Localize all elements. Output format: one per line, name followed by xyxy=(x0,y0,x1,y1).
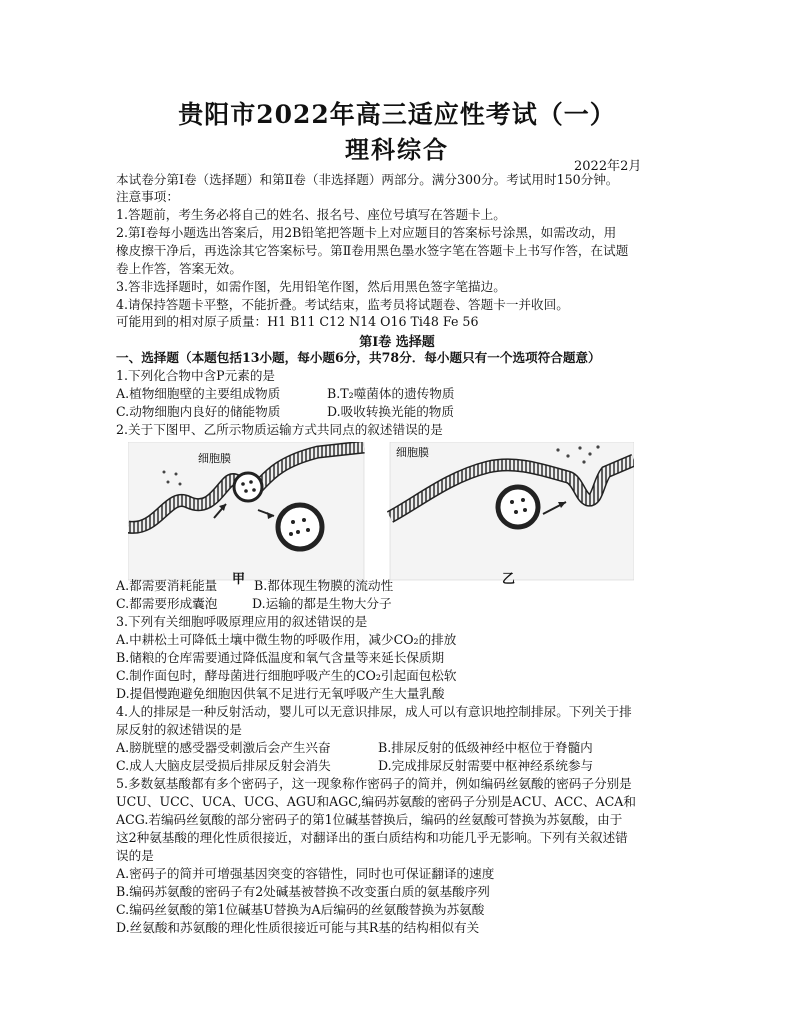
question-1-stem: 1.下列化合物中含P元素的是 xyxy=(116,368,276,383)
membrane-label-right: 细胞膜 xyxy=(396,447,429,459)
option-c: C.都需要形成囊泡 xyxy=(116,596,218,611)
intro-line: 1.答题前，考生务必将自己的姓名、报名号、座位号填写在答题卡上。 xyxy=(116,207,506,222)
option-b: B.T₂噬菌体的遗传物质 xyxy=(327,386,455,401)
intro-line: 4.请保持答题卡平整，不能折叠。考试结束，监考员将试题卷、答题卡一并收回。 xyxy=(116,297,569,312)
vesicle-forming xyxy=(234,473,262,501)
option-b: B.编码苏氨酸的密码子有2处碱基被替换不改变蛋白质的氨基酸序列 xyxy=(116,884,490,899)
option-d: D.运输的都是生物大分子 xyxy=(252,596,392,611)
question-4-stem: 4.人的排尿是一种反射活动，婴儿可以无意识排尿，成人可以有意识地控制排尿。下列关于排 xyxy=(116,704,632,719)
option-d: D.完成排尿反射需要中枢神经系统参与 xyxy=(378,758,594,773)
option-a: A.都需要消耗能量 xyxy=(116,578,218,593)
figure-label-left: 甲 xyxy=(232,572,246,587)
membrane-label-left: 细胞膜 xyxy=(198,453,231,465)
intro-line: 注意事项： xyxy=(116,189,179,204)
intro-line: 橡皮擦干净后，再选涂其它答案标号。第Ⅱ卷用黑色墨水签字笔在答题卡上书写作答，在试题 xyxy=(116,243,629,258)
option-d: D.吸收转换光能的物质 xyxy=(327,404,454,419)
page-subtitle: 理科综合 xyxy=(345,135,449,164)
section-title: 第Ⅰ卷 选择题 xyxy=(359,335,435,350)
exam-date: 2022年2月 xyxy=(574,159,642,174)
question-4-stem: 尿反射的叙述错误的是 xyxy=(116,722,242,737)
option-c: C.动物细胞内良好的储能物质 xyxy=(116,404,281,419)
question-5-stem: 这2种氨基酸的理化性质很接近，对翻译出的蛋白质结构和功能几乎无影响。下列有关叙述错 xyxy=(116,830,628,845)
page-title: 贵阳市2022年高三适应性考试（一） xyxy=(178,100,616,129)
question-3-stem: 3.下列有关细胞呼吸原理应用的叙述错误的是 xyxy=(116,614,368,629)
question-2-stem: 2.关于下图甲、乙所示物质运输方式共同点的叙述错误的是 xyxy=(116,422,443,437)
figure-label-right: 乙 xyxy=(502,572,516,587)
intro-line: 3.答非选择题时，如需作图，先用铅笔作图，然后用黑色签字笔描边。 xyxy=(116,279,506,294)
option-c: C.成人大脑皮层受损后排尿反射会消失 xyxy=(116,758,331,773)
option-d: D.提倡慢跑避免细胞因供氧不足进行无氧呼吸产生大量乳酸 xyxy=(116,686,445,701)
option-d: D.丝氨酸和苏氨酸的理化性质很接近可能与其R基的结构相似有关 xyxy=(116,920,480,935)
option-a: A.密码子的简并可增强基因突变的容错性，同时也可保证翻译的速度 xyxy=(116,866,495,881)
question-5-stem: ACG.若编码丝氨酸的部分密码子的第1位碱基替换后，编码的丝氨酸可替换为苏氨酸，由于 xyxy=(116,812,623,827)
vesicle-left xyxy=(278,505,322,549)
option-b: B.储粮的仓库需要通过降低温度和氧气含量等来延长保质期 xyxy=(116,650,445,665)
atomic-masses: 可能用到的相对原子质量：H1 B11 C12 N14 O16 Ti48 Fe 56 xyxy=(116,314,479,329)
membrane-diagram xyxy=(128,442,634,582)
option-a: A.植物细胞壁的主要组成物质 xyxy=(116,386,281,401)
option-c: C.编码丝氨酸的第1位碱基U替换为A后编码的丝氨酸替换为苏氨酸 xyxy=(116,902,485,917)
vesicle-right xyxy=(498,487,538,527)
option-b: B.排尿反射的低级神经中枢位于脊髓内 xyxy=(378,740,593,755)
intro-line: 2.第Ⅰ卷每小题选出答案后，用2B铅笔把答题卡上对应题目的答案标号涂黑，如需改动，用 xyxy=(116,225,617,240)
option-b: B.都体现生物膜的流动性 xyxy=(254,578,394,593)
section-instruction: 一、选择题（本题包括13小题，每小题6分，共78分．每小题只有一个选项符合题意） xyxy=(116,350,601,365)
intro-line: 本试卷分第Ⅰ卷（选择题）和第Ⅱ卷（非选择题）两部分。满分300分。考试用时150分钟。 xyxy=(116,172,619,187)
option-a: A.膀胱壁的感受器受刺激后会产生兴奋 xyxy=(116,740,331,755)
question-5-stem: 误的是 xyxy=(116,848,154,863)
question-5-stem: 5.多数氨基酸都有多个密码子，这一现象称作密码子的简并，例如编码丝氨酸的密码子分别是 xyxy=(116,776,632,791)
question-5-stem: UCU、UCC、UCA、UCG、AGU和AGC,编码苏氨酸的密码子分别是ACU、ACC、ACA和 xyxy=(116,794,636,809)
option-a: A.中耕松土可降低土壤中微生物的呼吸作用，减少CO₂的排放 xyxy=(116,632,457,647)
intro-line: 卷上作答，答案无效。 xyxy=(116,261,242,276)
option-c: C.制作面包时，酵母菌进行细胞呼吸产生的CO₂引起面包松软 xyxy=(116,668,457,683)
